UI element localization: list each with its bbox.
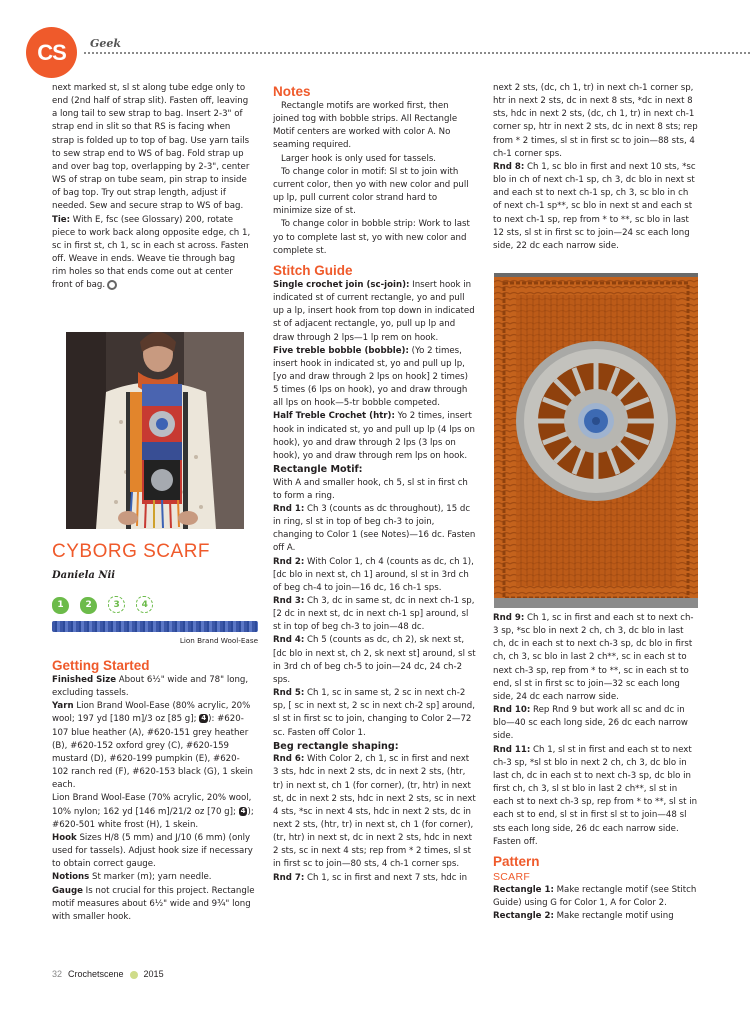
round-text: Ch 1, sc in first and each st to next ch-3 sp, *sc blo in next 2 ch, ch 3, dc blo in last ch, dc in each st to next ch-3 sp, dc blo in first ch, ch 3, sc blo in last 2 ch**, sc in each st to next ch-3 sp, rep from * to **, sc in each st to end, sl st in first sc to join—32 sc each long side, 24 dc each narrow side. xyxy=(493,613,694,702)
tie-instructions xyxy=(52,214,252,293)
round-text: Ch 1, sl st in first and each st to next ch-3 sp, *sl st blo in next 2 ch, ch 3, dc blo in last ch, dc in each st to next ch-3 sp, dc blo in first ch, ch 3, sl st blo in last 2 ch**, sl st in each st to next ch-3 sp, rep from * to **, sl st in each st to end, sl st in first sl st to join—48 sl sts each long side, 26 dc each narrow side. Fasten off. xyxy=(493,744,698,847)
getting-started-heading: Getting Started xyxy=(52,658,150,673)
yarn-label: Yarn xyxy=(52,701,74,712)
round-label: Rnd 10: xyxy=(493,705,531,716)
round-label: Rnd 3: xyxy=(273,595,305,606)
gauge-info xyxy=(52,885,256,924)
column-3-top xyxy=(493,82,698,253)
rectangle-2 xyxy=(493,910,698,923)
round-text: With Color 2, ch 1, sc in first and next 3 sts, hdc in next 2 sts, dc in next 2 sts, (htr, tr) in next st, ch 1 (for corner), (tr, htr) in next st, dc in next 2 sts, hdc in next 2 sts, sc in next 4 sts, *sc in next 4 sts, hdc in next 2 sts, dc in next 2 sts, (htr, tr) in next st, ch 1 (for corner), (tr, htr) in next st, dc in next 2 sts, hdc in next 2 sts, sc in next 4 sts; rep from * 2 times, sl st in first sc to join—80 sts, 4 ch-1 corner sps. xyxy=(273,754,476,870)
getting-started-section xyxy=(52,658,256,924)
yarn-text-2a: Lion Brand Wool-Ease (70% acrylic, 20% wool, 10% nylon; 162 yd [146 m]/21/2 oz [70 g]; xyxy=(52,793,252,817)
column-2 xyxy=(273,84,476,885)
round-label: Rnd 4: xyxy=(273,635,305,646)
round-text: With Color 1, ch 4 (counts as dc, ch 1), [dc blo in next st, ch 1] around, sl st in 3rd ch of beg ch-4 to join—16 dc, 16 ch-1 sps. xyxy=(273,556,474,593)
note-item: Rectangle motifs are worked first, then joined tog with bobble strips. All Rectangle Motif centers are worked with color A. No seaming required. xyxy=(273,101,458,151)
yarn-weight-icon: 4 xyxy=(240,806,246,815)
round-text: Ch 3, dc in same st, dc in next ch-1 sp, [2 dc in next st, dc in next ch-1 sp] around, sl st in top of beg ch-3 to join—48 dc. xyxy=(273,595,475,633)
header-dotted-rule xyxy=(84,52,750,54)
round-text: Rep Rnd 9 but work all sc and dc in blo—40 sc each long side, 26 dc each narrow side. xyxy=(493,705,688,742)
round-9 xyxy=(493,612,698,704)
stitch-text: (Yo 2 times, insert hook in indicated st, yo and pull up lp, [yo and draw through 2 lps on hook] 2 times) 5 times (6 lps on hook), yo and draw through all lps on hook—5-tr bobble competed. xyxy=(273,345,468,409)
round-label: Rnd 7: xyxy=(273,872,305,883)
stitch-guide-heading: Stitch Guide xyxy=(273,262,353,278)
finished-size-label: Finished Size xyxy=(52,675,117,685)
column-1-top xyxy=(52,82,252,293)
rectangle-text: Make rectangle motif using xyxy=(553,911,674,922)
yarn-weight-icon: 4 xyxy=(201,714,207,723)
round-6 xyxy=(273,753,476,871)
notions-label: Notions xyxy=(52,872,90,883)
round-label: Rnd 1: xyxy=(273,503,305,514)
round-text: Ch 1, sc in same st, 2 sc in next ch-2 sp, [ sc in next st, 2 sc in next ch-2 sp] around, sl st in first sc to join, changing to Color 2—72 sc. Fasten off Color 1. xyxy=(273,688,475,738)
hook-text: Sizes H/8 (5 mm) and J/10 (6 mm) (only used for tassels). Adjust hook size if necessary to obtain correct gauge. xyxy=(52,832,253,870)
round-label: Rnd 9: xyxy=(493,613,525,623)
notes-heading: Notes xyxy=(273,84,311,99)
page-footer xyxy=(52,969,164,979)
yarn-info-2 xyxy=(52,792,256,831)
end-of-article-icon xyxy=(107,280,117,290)
designer-name: Daniela Nii xyxy=(52,570,116,581)
round-text: Ch 3 (counts as dc throughout), 15 dc in ring, sl st in top of beg ch-3 to join, changing to Color 1 (see Notes)—16 dc. Fasten off A. xyxy=(273,503,476,554)
scarf-model-photo xyxy=(66,332,244,529)
rectangle-motif-heading: Rectangle Motif: xyxy=(273,464,363,476)
rectangle-text: Make rectangle motif (see Stitch Guide) using G for Color 1, A for Color 2. xyxy=(493,884,697,908)
gauge-text: Is not crucial for this project. Rectangle motif measures about 6½" wide and 9¾" long with smaller hook. xyxy=(52,885,255,922)
rectangle-motif-photo xyxy=(494,273,698,608)
stitch-text: Yo 2 times, insert hook in indicated st, yo and pull up lp (4 lps on hook), yo and draw through 2 lps (3 lps on hook), yo and draw through rem lps on hook. xyxy=(273,411,475,461)
stitch-label: Half Treble Crochet (htr): xyxy=(273,411,395,422)
round-5 xyxy=(273,687,476,740)
yarn-info xyxy=(52,700,256,792)
stitch-text: Insert hook in indicated st of current rectangle, yo and pull up a lp, insert hook from top down in indicated st of adjacent rectangle, yo, pull up lp and draw through 2 lps—1 lp rem on hook. xyxy=(273,279,475,343)
hook-label: Hook xyxy=(52,832,77,843)
stitch-bobble xyxy=(273,345,476,411)
note-item: Larger hook is only used for tassels. xyxy=(281,153,437,164)
round-text: Ch 1, sc in first and next 7 sts, hdc in xyxy=(304,872,468,883)
round-7-continued: next 2 sts, (dc, ch 1, tr) in next ch-1 corner sp, htr in next 2 sts, dc in next 8 sts, *dc in next 8 sts, hdc in next 2 sts, (dc, ch 1, tr) in next ch-1 corner sp, htr in next 2 sts, dc in next 8 sts; rep from * 2 times, sl st in first sc to join—88 sts, 4 ch-1 corner sps. xyxy=(493,83,698,159)
stitch-sc-join xyxy=(273,279,476,345)
skill-level-2-icon: 2 xyxy=(80,597,97,614)
yarn-text-1a: Lion Brand Wool-Ease (80% acrylic, 20% wool; 197 yd [180 m]/3 oz [85 g]; xyxy=(52,701,251,725)
yarn-text-1b: ): #620-107 blue heather (A), #620-151 grey heather (B), #620-152 oxford grey (C), #620-159 mustard (D), #620-199 pumpkin (E), #620-102 ranch red (F), #620-153 black (G), 1 skein each. xyxy=(52,714,253,791)
section-tag: Geek xyxy=(90,37,122,50)
pattern-subheading: SCARF xyxy=(493,870,531,883)
rectangle-1 xyxy=(493,884,698,910)
issue-year: 2015 xyxy=(143,969,164,979)
yarn-swatch-image xyxy=(52,621,258,632)
yarn-text-2b: ); #620-501 white frost (H), 1 skein. xyxy=(52,806,254,830)
round-2 xyxy=(273,556,476,595)
notions-text: St marker (m); yarn needle. xyxy=(89,872,212,883)
note-item: To change color in motif: Sl st to join with current color, then yo with new color and pull up lp, pull current color strand hard to minimize size of st. xyxy=(273,166,469,217)
stitch-label: Five treble bobble (bobble): xyxy=(273,345,409,356)
column-3-bottom xyxy=(493,612,698,923)
round-label: Rnd 11: xyxy=(493,744,531,755)
round-11 xyxy=(493,744,698,849)
notions-info xyxy=(52,871,256,884)
beg-shaping-heading: Beg rectangle shaping: xyxy=(273,740,399,752)
pattern-heading: Pattern xyxy=(493,853,540,869)
round-label: Rnd 5: xyxy=(273,688,305,699)
round-10 xyxy=(493,704,698,743)
yarn-caption: Lion Brand Wool-Ease xyxy=(179,636,258,645)
motif-intro: With A and smaller hook, ch 5, sl st in first ch to form a ring. xyxy=(273,477,468,501)
stitch-label: Single crochet join (sc-join): xyxy=(273,279,410,290)
note-item: To change color in bobble strip: Work to last yo to complete last st, yo with new color and complete st. xyxy=(273,219,470,256)
skill-level-1-icon: 1 xyxy=(52,597,69,614)
round-3 xyxy=(273,595,476,634)
round-8 xyxy=(493,161,698,253)
skill-level-indicator xyxy=(52,592,159,612)
crochetscene-logo: CS xyxy=(26,27,77,78)
strap-instructions: next marked st, sl st along tube edge only to end (2nd half of strap slit). Fasten off, leaving a long tail to sew strap to bag. Insert 2-3" of strap end in slit so that RS is facing when strap is folded up to top of bag. Use yarn tails to sew strap end to WS of bag. Fold strap up and over bag top, overlapping by 2-3", center WS of strap on tube seam, pin strap to inside of bag top. Try out strap length, adjust if needed. Sew and secure strap to WS of bag. xyxy=(52,83,250,212)
round-label: Rnd 8: xyxy=(493,161,525,172)
round-text: Ch 1, sc blo in first and next 10 sts, *sc blo in ch of next ch-1 sp, ch 3, dc blo in next st and each st to next ch-1 sp, ch 3, sc blo in ch of next ch-1 sp**, sc blo in next st and each st to next ch-1 sp, rep from * to **, sc blo in last 12 sts, sl st in first sc to join—24 sc each long side, 22 dc each narrow side. xyxy=(493,161,696,251)
round-4 xyxy=(273,634,476,687)
gauge-label: Gauge xyxy=(52,885,83,896)
round-1 xyxy=(273,503,476,556)
skill-level-3-icon: 3 xyxy=(108,596,125,613)
pattern-title: CYBORG SCARF xyxy=(52,541,211,562)
round-text: Ch 5 (counts as dc, ch 2), sk next st, [dc blo in next st, ch 2, sk next st] around, sl st in 3rd ch of beg ch-5 to join—24 dc, 24 ch-2 sps. xyxy=(273,635,476,685)
skill-level-4-icon: 4 xyxy=(136,596,153,613)
finished-size xyxy=(52,674,256,700)
round-label: Rnd 6: xyxy=(273,754,305,765)
round-label: Rnd 2: xyxy=(273,556,305,567)
round-7 xyxy=(273,872,476,885)
rectangle-label: Rectangle 2: xyxy=(493,911,554,922)
hook-info xyxy=(52,832,256,871)
rectangle-label: Rectangle 1: xyxy=(493,884,554,895)
tie-text: With E, fsc (see Glossary) 200, rotate piece to work back along opposite edge, ch 1, sc in first st, ch 1, sc in each st across. Fasten off. Weave in ends. Weave tie through bag rim holes so that ends come out at center front of bag. xyxy=(52,214,251,291)
tie-label: Tie: xyxy=(52,214,71,225)
magazine-name: Crochetscene xyxy=(68,969,124,979)
stitch-htr xyxy=(273,410,476,463)
finished-size-text: About 6½" wide and 78" long, excluding tassels. xyxy=(52,675,249,699)
page-number: 32 xyxy=(52,969,63,979)
footer-dot-icon xyxy=(130,971,138,979)
